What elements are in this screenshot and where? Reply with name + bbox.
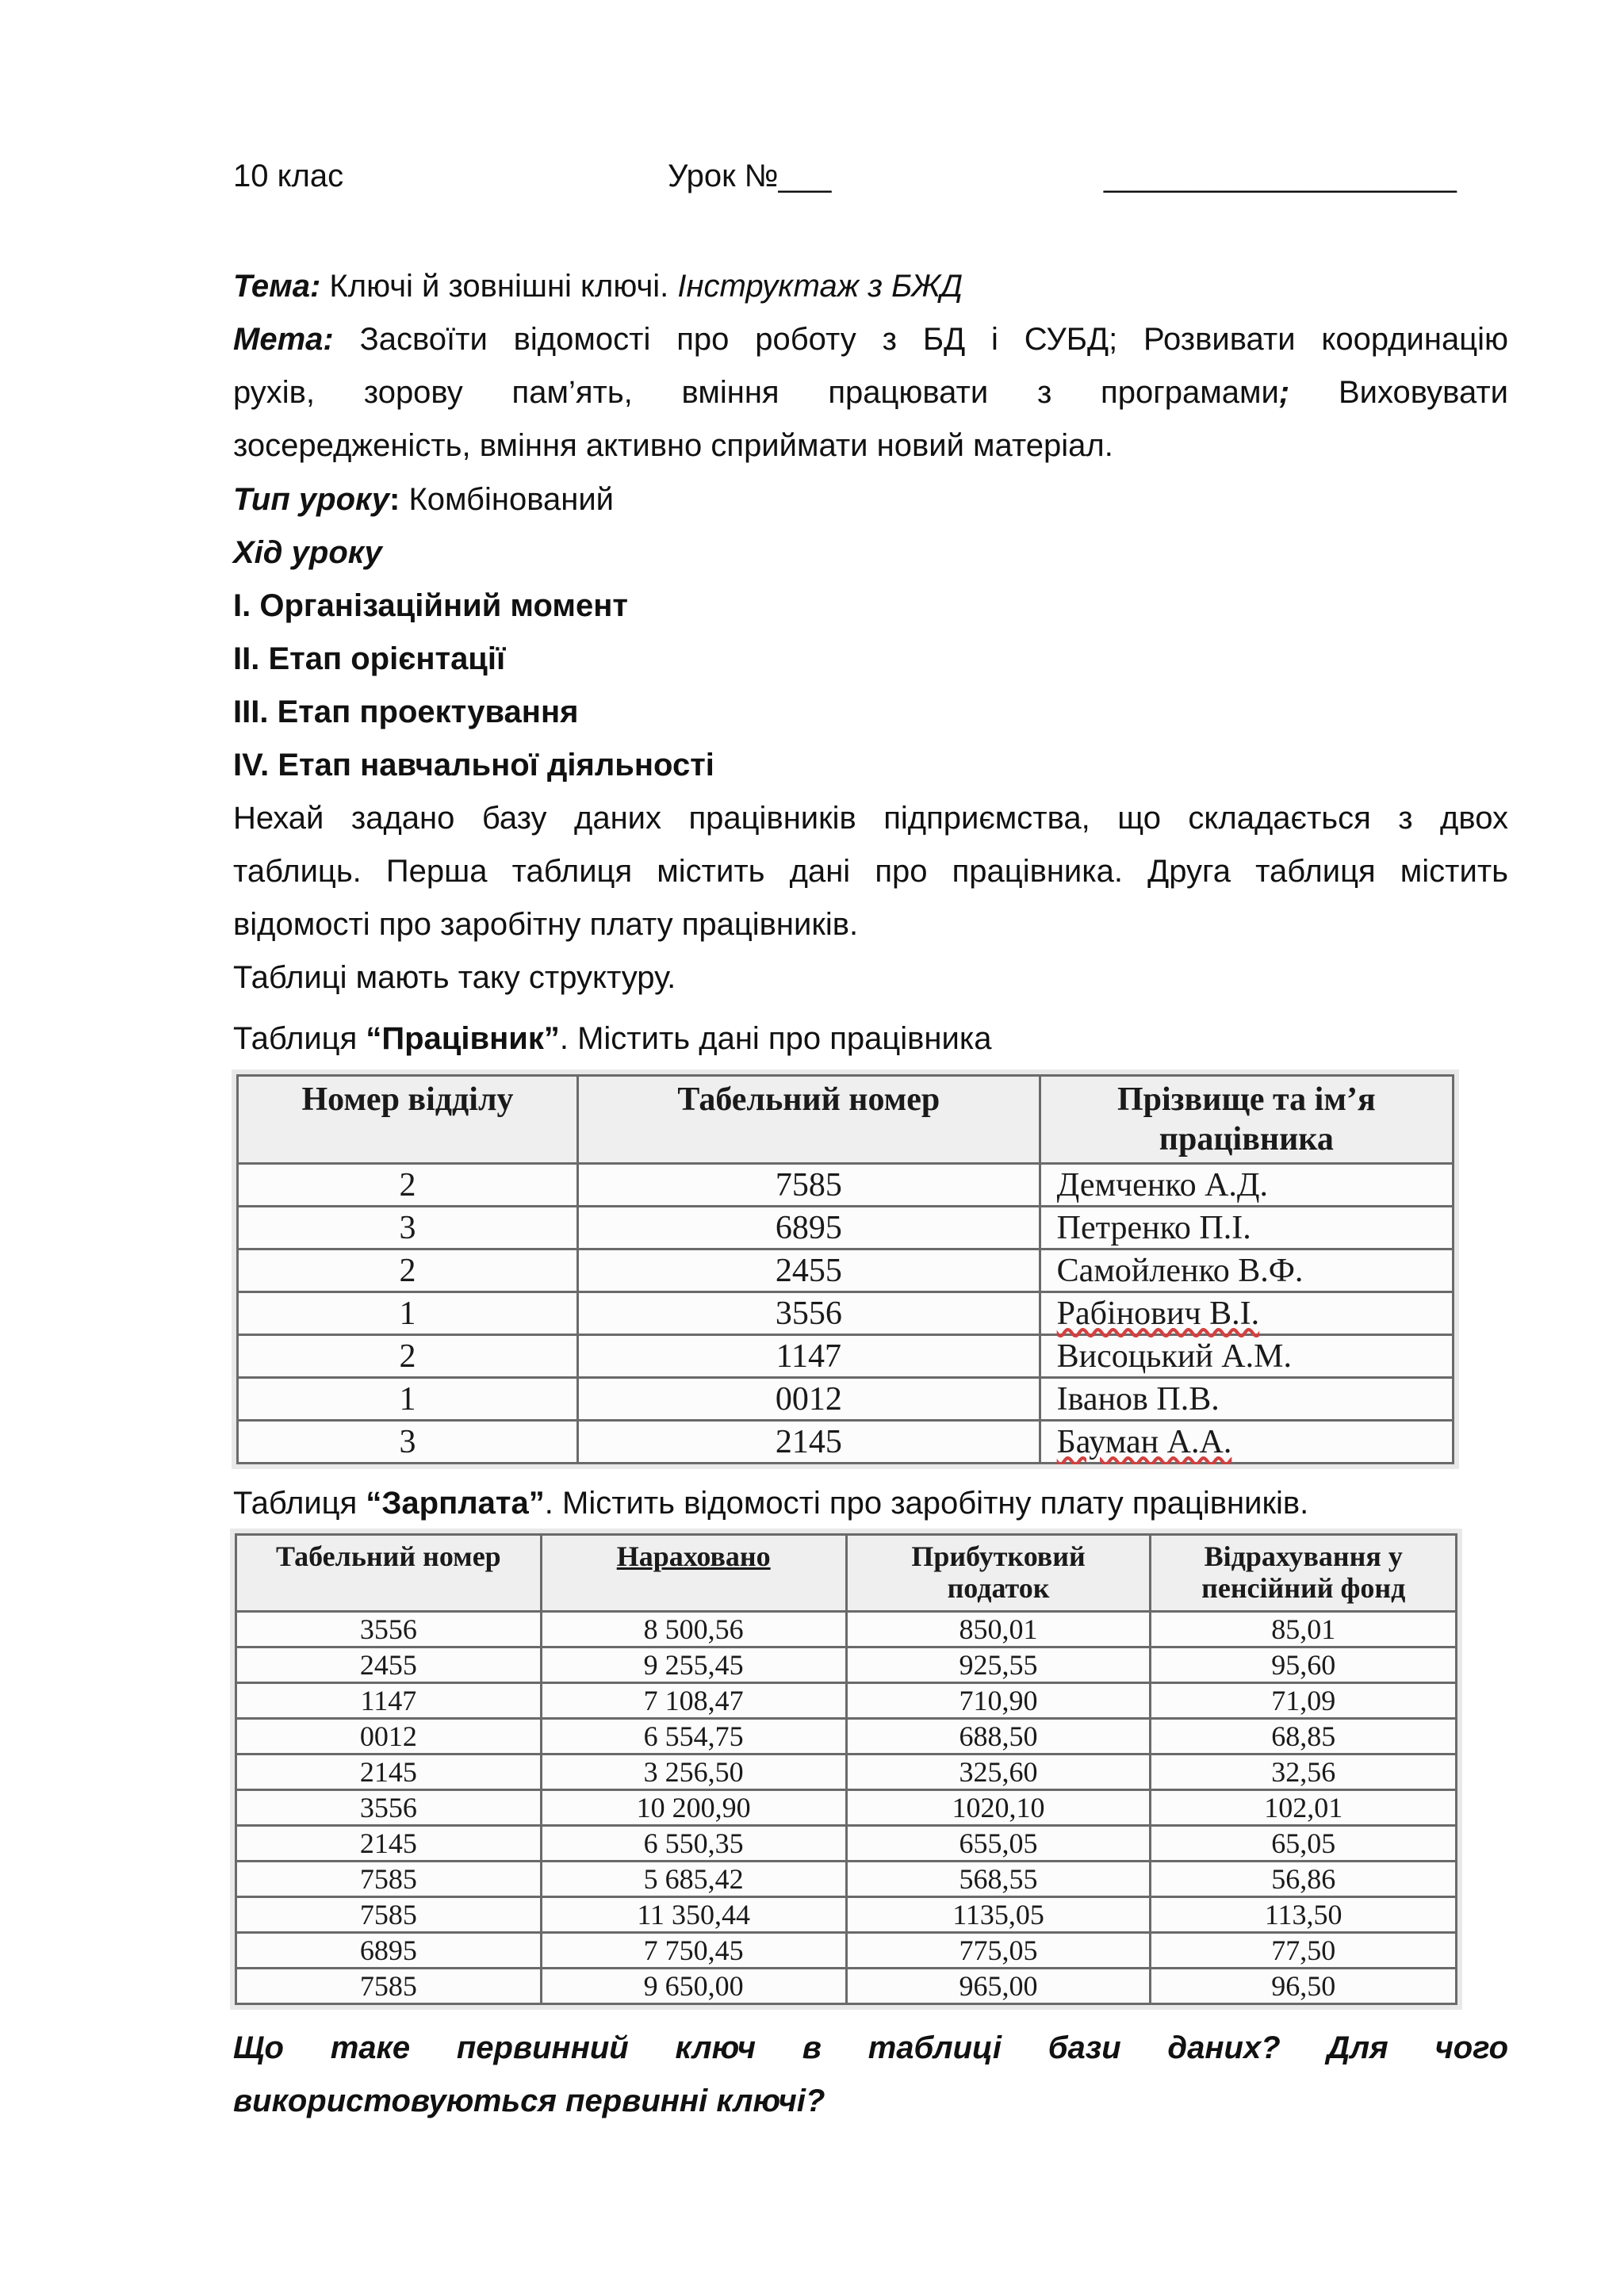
table-cell: 9 650,00	[541, 1969, 846, 2004]
table-cell: 113,50	[1151, 1897, 1457, 1933]
table-cell: 2	[238, 1335, 578, 1378]
question-line-2: використовуються первинні ключі?	[233, 2084, 825, 2118]
goal-semicolon: ;	[1278, 375, 1290, 410]
section-4-heading: IV. Етап навчальної діяльності	[233, 748, 714, 783]
table-cell: 655,05	[846, 1826, 1151, 1862]
table1-caption-suffix: . Містить дані про працівника	[559, 1021, 992, 1056]
table-cell: 1	[238, 1292, 578, 1335]
table-header-cell: Номер відділу	[238, 1076, 578, 1164]
table-cell: 3	[238, 1207, 578, 1249]
table-header-row	[238, 1076, 1454, 1164]
table-header-row	[236, 1535, 1457, 1612]
table-cell: 5 685,42	[541, 1862, 846, 1897]
table-cell: 68,85	[1151, 1719, 1457, 1755]
table2-caption-suffix: . Містить відомості про заробітну плату працівників.	[544, 1486, 1309, 1521]
topic-line	[233, 260, 1508, 313]
goal-line-3: зосередженість, вміння активно сприймати новий матеріал.	[233, 428, 1113, 463]
table-cell: 1	[238, 1378, 578, 1421]
topic-text: Ключі й зовнішні ключі.	[320, 269, 678, 304]
table-cell: 56,86	[1151, 1862, 1457, 1897]
table-row	[236, 1826, 1457, 1862]
question-line-1: Що таке первинний ключ в таблиці бази даних? Для чого	[233, 2030, 1508, 2065]
table-cell: 95,60	[1151, 1647, 1457, 1683]
table2-caption-prefix: Таблиця	[233, 1486, 366, 1521]
table-cell: Демченко А.Д.	[1040, 1164, 1453, 1207]
table-row	[236, 1862, 1457, 1897]
table-cell: 1020,10	[846, 1790, 1151, 1826]
table-row	[236, 1933, 1457, 1969]
body-p1-line-3: відомості про заробітну плату працівників.	[233, 907, 859, 942]
table-cell: 2145	[577, 1421, 1040, 1464]
table-cell: 6895	[577, 1207, 1040, 1249]
table-row	[238, 1207, 1454, 1249]
goal-line-1	[233, 313, 1508, 366]
table-cell: 688,50	[846, 1719, 1151, 1755]
table-cell: 9 255,45	[541, 1647, 846, 1683]
table-cell: 32,56	[1151, 1755, 1457, 1790]
table-cell: 71,09	[1151, 1683, 1457, 1719]
table-cell: 6895	[236, 1933, 542, 1969]
table-cell: 1147	[577, 1335, 1040, 1378]
table-header-cell: Табельний номер	[236, 1535, 542, 1612]
body-p2: Таблиці мають таку структуру.	[233, 960, 676, 995]
table-header-cell: Табельний номер	[577, 1076, 1040, 1164]
table1-caption-name: “Працівник”	[366, 1021, 560, 1056]
table-cell: 3556	[577, 1292, 1040, 1335]
table-cell: Петренко П.І.	[1040, 1207, 1453, 1249]
section-2-heading: ІІ. Етап орієнтації	[233, 641, 506, 676]
goal-text-1: Засвоїти відомості про роботу з БД і СУБД; Розвивати координацію	[333, 322, 1508, 357]
body-p1-line-2: таблиць. Перша таблиця містить дані про працівника. Друга таблиця містить	[233, 854, 1508, 889]
topic-italic-text: Інструктаж з БЖД	[677, 269, 963, 304]
table-row	[236, 1755, 1457, 1790]
table-cell: 850,01	[846, 1612, 1151, 1647]
table-cell: 96,50	[1151, 1969, 1457, 2004]
table-cell: 1135,05	[846, 1897, 1151, 1933]
table-cell: 8 500,56	[541, 1612, 846, 1647]
section-1-heading: І. Організаційний момент	[233, 588, 628, 623]
table-cell: 568,55	[846, 1862, 1151, 1897]
table-cell: 710,90	[846, 1683, 1151, 1719]
lesson-number-label: Урок №___	[668, 159, 832, 193]
topic-label: Тема:	[233, 269, 321, 304]
table-cell: 11 350,44	[541, 1897, 846, 1933]
table-row	[238, 1421, 1454, 1464]
table-cell: 2	[238, 1164, 578, 1207]
table-row	[238, 1249, 1454, 1292]
table1-caption-prefix: Таблиця	[233, 1021, 366, 1056]
table-cell: 775,05	[846, 1933, 1151, 1969]
table-row	[236, 1683, 1457, 1719]
table-cell: 102,01	[1151, 1790, 1457, 1826]
table-cell: Висоцький А.М.	[1040, 1335, 1453, 1378]
table-cell: 65,05	[1151, 1826, 1457, 1862]
table-cell: 1147	[236, 1683, 542, 1719]
goal-text-2b: Виховувати	[1289, 375, 1508, 410]
table-cell: 3 256,50	[541, 1755, 846, 1790]
goal-label: Мета:	[233, 322, 334, 357]
table-cell: 925,55	[846, 1647, 1151, 1683]
table-cell: 965,00	[846, 1969, 1151, 2004]
table-cell: 7585	[577, 1164, 1040, 1207]
table1-caption	[233, 1012, 1508, 1066]
table-cell: 2145	[236, 1826, 542, 1862]
table-row	[236, 1719, 1457, 1755]
table-row	[236, 1612, 1457, 1647]
table-cell: 0012	[236, 1719, 542, 1755]
table-cell: 7 750,45	[541, 1933, 846, 1969]
table-header-cell: Відрахування у пенсійний фонд	[1151, 1535, 1457, 1612]
table-cell: 3556	[236, 1612, 542, 1647]
table-cell: 6 554,75	[541, 1719, 846, 1755]
section-3-heading: ІІІ. Етап проектування	[233, 695, 579, 729]
table-row	[238, 1292, 1454, 1335]
table-header-cell: Прибутковий податок	[846, 1535, 1151, 1612]
salary-table	[235, 1533, 1457, 2005]
table-cell: 6 550,35	[541, 1826, 846, 1862]
lesson-type-value: Комбінований	[400, 482, 615, 517]
table-cell: 2455	[236, 1647, 542, 1683]
lesson-type-label: Тип уроку	[233, 482, 390, 517]
table-cell: Бауман А.А.	[1040, 1421, 1453, 1464]
table-cell: Самойленко В.Ф.	[1040, 1249, 1453, 1292]
table-cell: 7 108,47	[541, 1683, 846, 1719]
table-row	[238, 1378, 1454, 1421]
table-cell: 85,01	[1151, 1612, 1457, 1647]
table-row	[236, 1647, 1457, 1683]
table-cell: 3	[238, 1421, 578, 1464]
table-cell: 7585	[236, 1862, 542, 1897]
class-label: 10 клас	[233, 159, 344, 193]
goal-line-2	[233, 366, 1508, 419]
employees-table	[236, 1074, 1454, 1464]
table-row	[236, 1969, 1457, 2004]
table-cell: 2455	[577, 1249, 1040, 1292]
header-blank-line: ____________________	[1104, 159, 1457, 193]
table-cell: 77,50	[1151, 1933, 1457, 1969]
table-cell: 7585	[236, 1897, 542, 1933]
table-cell: 7585	[236, 1969, 542, 2004]
table-cell: 325,60	[846, 1755, 1151, 1790]
lesson-type-colon: :	[389, 482, 400, 517]
table-header-cell: Прізвище та ім’я працівника	[1040, 1076, 1453, 1164]
table-cell: Рабінович В.І.	[1040, 1292, 1453, 1335]
goal-text-2a: рухів, зорову пам’ять, вміння працювати з програмами	[233, 375, 1279, 410]
table-row	[236, 1790, 1457, 1826]
lesson-progress-title: Хід уроку	[233, 535, 382, 570]
table2-caption-name: “Зарплата”	[366, 1486, 545, 1521]
table-cell: 3556	[236, 1790, 542, 1826]
table-row	[238, 1335, 1454, 1378]
lesson-type-line	[233, 473, 1508, 526]
table-cell: 10 200,90	[541, 1790, 846, 1826]
table-row	[238, 1164, 1454, 1207]
table-cell: 2	[238, 1249, 578, 1292]
table-row	[236, 1897, 1457, 1933]
body-p1-line-1: Нехай задано базу даних працівників підприємства, що складається з двох	[233, 801, 1508, 836]
table-cell: 0012	[577, 1378, 1040, 1421]
table-cell: 2145	[236, 1755, 542, 1790]
table-cell: Іванов П.В.	[1040, 1378, 1453, 1421]
table-header-cell: Нараховано	[541, 1535, 846, 1612]
table2-caption	[233, 1477, 1508, 1530]
